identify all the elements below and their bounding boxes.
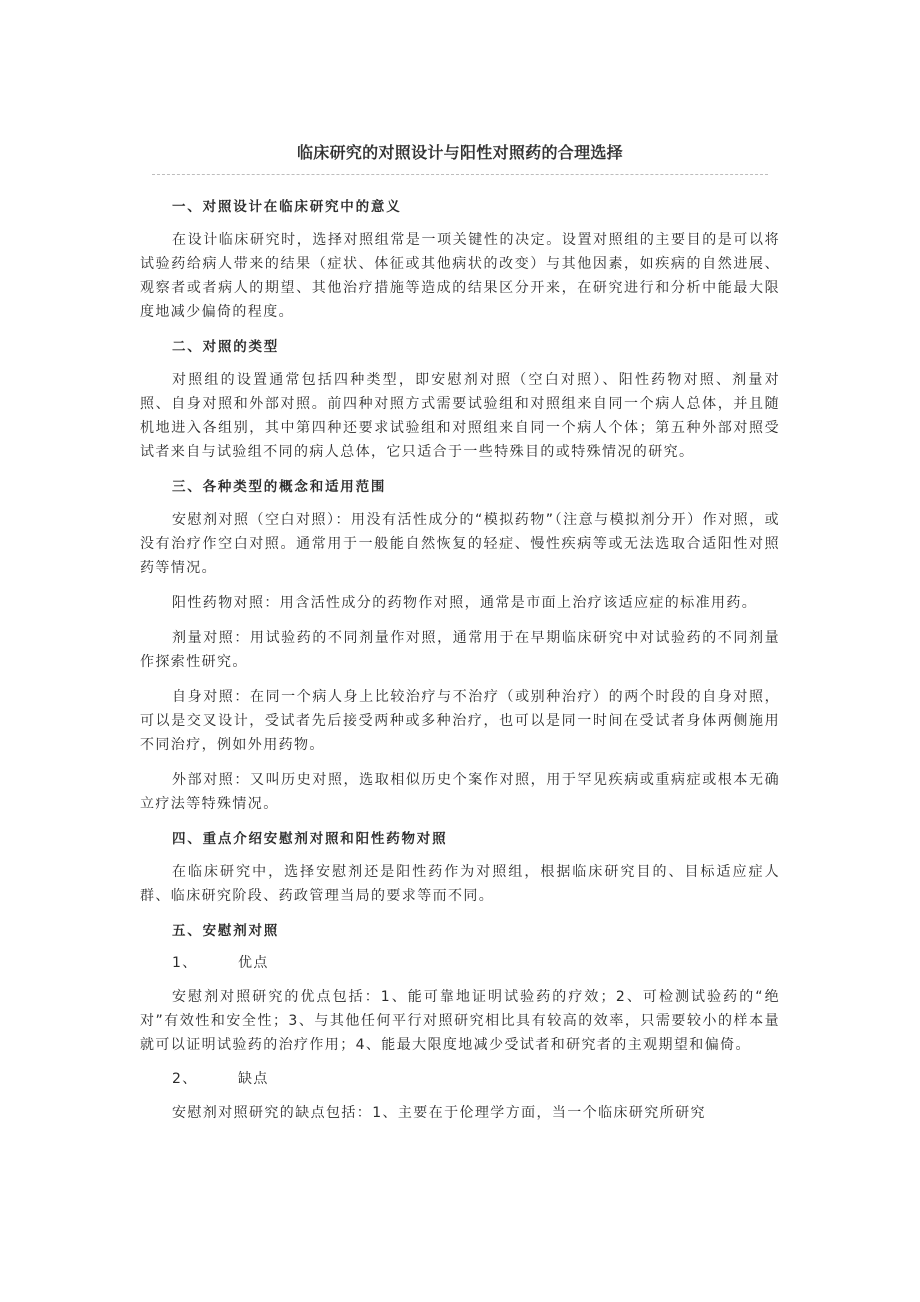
section-heading-3: 三、各种类型的概念和适用范围 bbox=[172, 479, 387, 495]
document-title: 临床研究的对照设计与阳性对照药的合理选择 bbox=[296, 143, 623, 162]
section-heading-2: 二、对照的类型 bbox=[172, 339, 280, 355]
disadvantages-item bbox=[140, 1068, 780, 1090]
section-2-paragraph: 对照组的设置通常包括四种类型，即安慰剂对照（空白对照）、阳性药物对照、剂量对照、自身对照和外部对照。前四种对照方式需要试验组和对照组来自同一个病人总体，并且随机地进入各组别，其中第四种还要求试验组和对照组来自同一个病人个体；第五种外部对照受试者来自与试验组不同的病人总体，它只适合于一些特殊目的或特殊情况的研究。 bbox=[140, 372, 780, 460]
external-control-paragraph: 外部对照：又叫历史对照，选取相似历史个案作对照，用于罕见疾病或重病症或根本无确立疗法等特殊情况。 bbox=[140, 772, 780, 812]
advantages-label: 优点 bbox=[238, 955, 269, 971]
section-1-paragraph: 在设计临床研究时，选择对照组常是一项关键性的决定。设置对照组的主要目的是可以将试验药给病人带来的结果（症状、体征或其他病状的改变）与其他因素，如疾病的自然进展、观察者或者病人的期望、其他治疗措施等造成的结果区分开来，在研究进行和分析中能最大限度地减少偏倚的程度。 bbox=[140, 232, 780, 320]
section-heading-4: 四、重点介绍安慰剂对照和阳性药物对照 bbox=[172, 831, 448, 847]
placebo-control-paragraph: 安慰剂对照（空白对照）：用没有活性成分的“模拟药物”（注意与模拟剂分开）作对照，或没有治疗作空白对照。通常用于一般能自然恢复的轻症、慢性疾病等或无法选取合适阳性对照药等情况。 bbox=[140, 512, 780, 576]
title-divider bbox=[152, 174, 768, 175]
advantages-paragraph: 安慰剂对照研究的优点包括：1、能可靠地证明试验药的疗效；2、可检测试验药的“绝对”有效性和安全性；3、与其他任何平行对照研究相比具有较高的效率，只需要较小的样本量就可以证明试验药的治疗作用；4、能最大限度地减少受试者和研究者的主观期望和偏倚。 bbox=[140, 989, 780, 1053]
section-heading-5: 五、安慰剂对照 bbox=[172, 923, 280, 939]
section-4-paragraph: 在临床研究中，选择安慰剂还是阳性药作为对照组，根据临床研究目的、目标适应症人群、临床研究阶段、药政管理当局的要求等而不同。 bbox=[140, 864, 780, 904]
document-body bbox=[140, 196, 780, 1125]
disadvantages-paragraph: 安慰剂对照研究的缺点包括：1、主要在于伦理学方面，当一个临床研究所研究 bbox=[172, 1105, 706, 1121]
disadvantages-label: 缺点 bbox=[238, 1071, 269, 1087]
positive-control-paragraph: 阳性药物对照：用含活性成分的药物作对照，通常是市面上治疗该适应症的标准用药。 bbox=[172, 595, 758, 611]
dose-control-paragraph: 剂量对照：用试验药的不同剂量作对照，通常用于在早期临床研究中对试验药的不同剂量作探索性研究。 bbox=[140, 630, 780, 670]
section-heading-1: 一、对照设计在临床研究中的意义 bbox=[172, 199, 402, 215]
advantages-number: 1、 bbox=[172, 955, 198, 971]
disadvantages-number: 2、 bbox=[172, 1071, 198, 1087]
self-control-paragraph: 自身对照：在同一个病人身上比较治疗与不治疗（或别种治疗）的两个时段的自身对照，可以是交叉设计，受试者先后接受两种或多种治疗，也可以是同一时间在受试者身体两侧施用不同治疗，例如外用药物。 bbox=[140, 689, 780, 753]
advantages-item bbox=[140, 952, 780, 974]
